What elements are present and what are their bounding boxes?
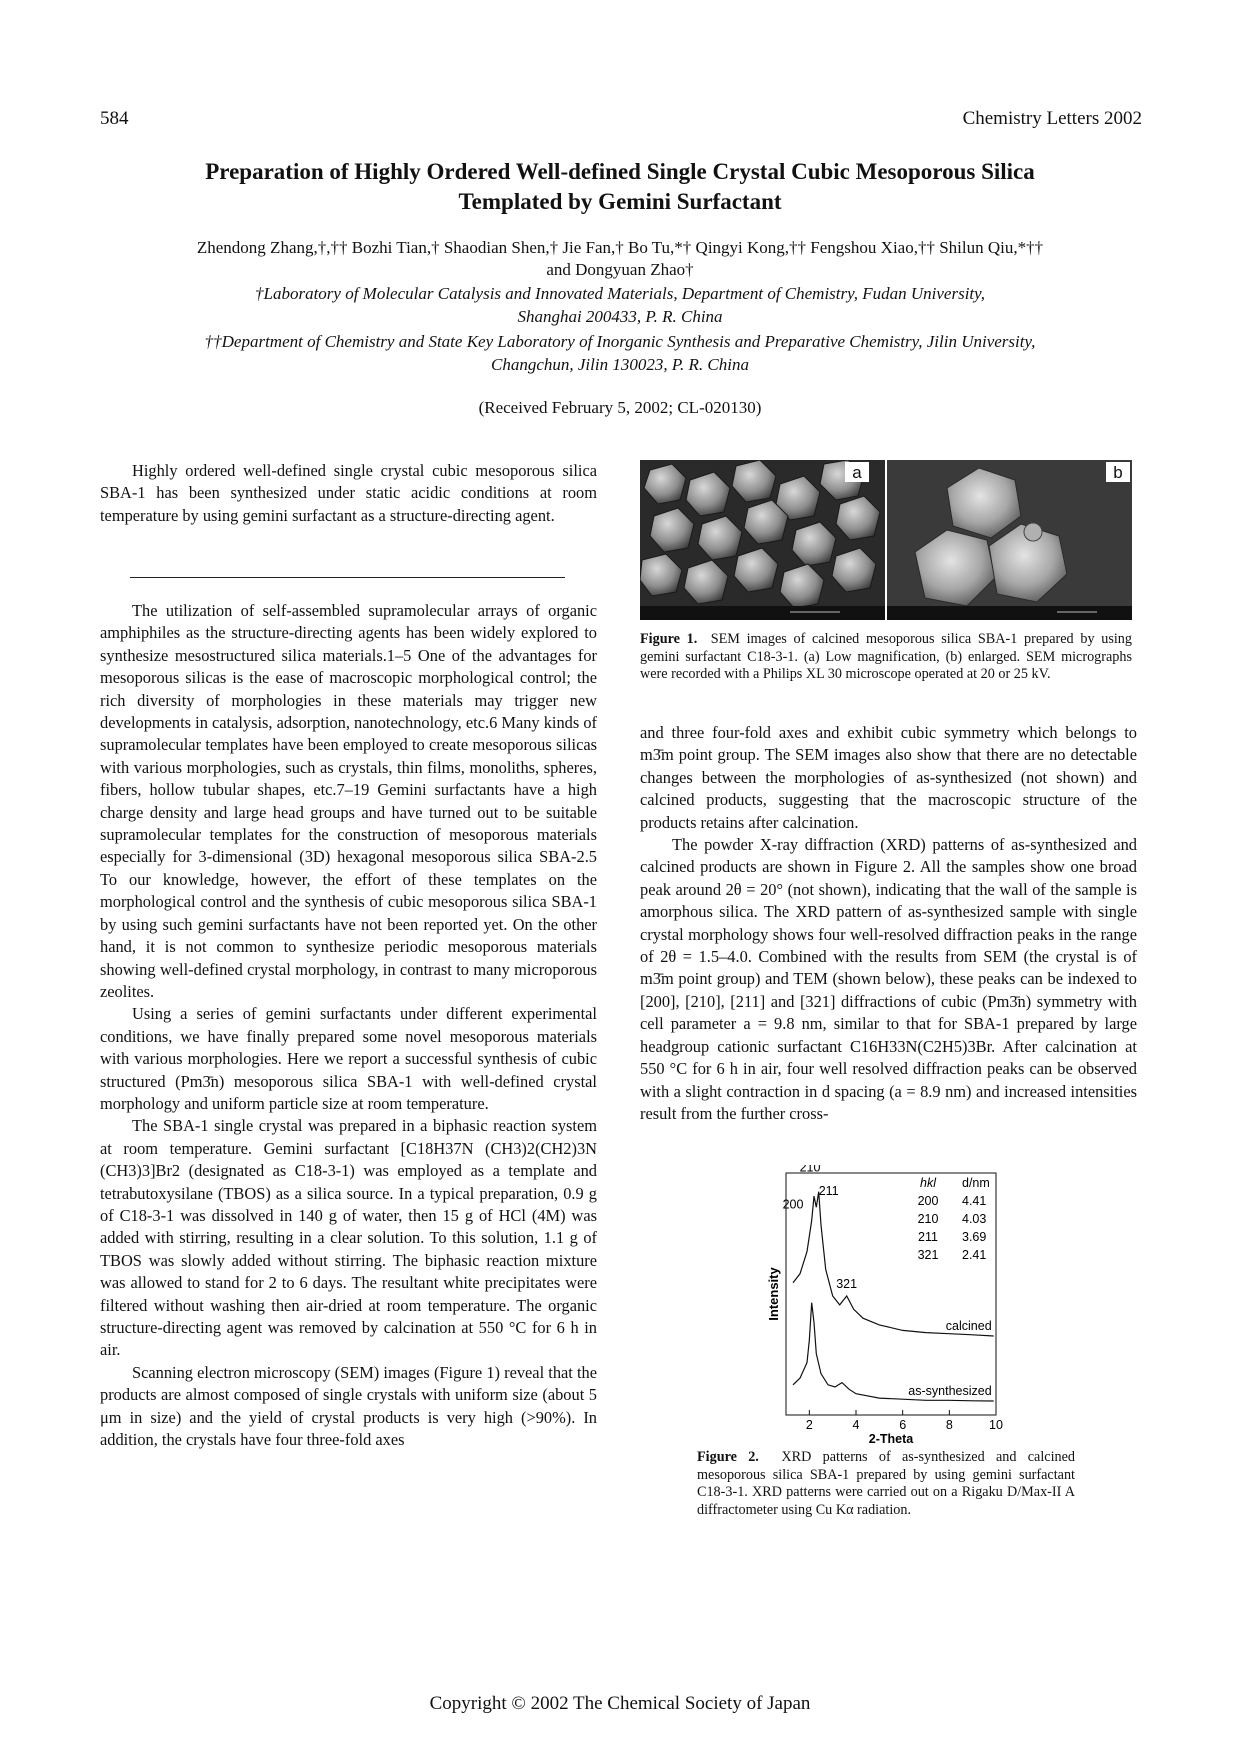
title-line-1: Preparation of Highly Ordered Well-defined Single Crystal Cubic Mesoporous Silica: [205, 159, 1035, 184]
table-cell: 321: [917, 1248, 939, 1262]
series-label: calcined: [945, 1318, 992, 1333]
y-axis-label: Intensity: [766, 1267, 781, 1321]
page-number: 584: [100, 108, 129, 129]
sem-image-b: [887, 460, 1132, 620]
label-a: a: [852, 463, 862, 482]
affiliation-1-line-2: Shanghai 200433, P. R. China: [517, 307, 723, 326]
sem-crystals-low-mag: [640, 460, 885, 620]
abstract-text: Highly ordered well-defined single crystal cubic mesoporous silica SBA-1 has been synthesized under static acidic conditions at room temperature by using gemini surfactant as a structure-directing agent.: [100, 461, 597, 525]
sem-image-a: [640, 460, 885, 620]
x-axis-label: 2-Theta: [868, 1432, 914, 1445]
affiliation-2-line-2: Changchun, Jilin 130023, P. R. China: [491, 355, 749, 374]
abstract-divider: [130, 577, 565, 578]
received-date: (Received February 5, 2002; CL-020130): [478, 398, 762, 417]
body-paragraph: The powder X-ray diffraction (XRD) patterns of as-synthesized and calcined products are shown in Figure 2. All the samples show one broad peak around 2θ = 20° (not shown), indicating that the wall of the sample is amorphous silica. The XRD pattern of as-synthesized sample with single crystal morphology shows four well-resolved diffraction peaks in the range of 2θ = 1.5–4.0. Combined with the results from SEM (the crystal is of m3̄m point group) and TEM (shown below), these peaks can be indexed to [200], [210], [211] and [321] diffractions of cubic (Pm3̄n) symmetry with cell parameter a = 9.8 nm, similar to that for SBA-1 prepared by large headgroup cationic surfactant C16H33N(C2H5)3Br. After calcination at 550 °C for 6 h in air, four well resolved diffraction peaks can be observed with a slight contraction in d spacing (a = 8.9 nm) and increased intensities result from the further cross-: [640, 835, 1137, 1123]
body-left-column: [100, 600, 597, 1451]
tick-layer: [766, 1267, 1003, 1445]
article-title: [140, 157, 1100, 217]
sem-crystals-enlarged: [887, 460, 1132, 620]
affiliation-2: [120, 330, 1120, 376]
journal-name: Chemistry Letters 2002: [962, 108, 1142, 129]
label-b: b: [1113, 463, 1123, 482]
figure-2-xrd-chart: [736, 1165, 1046, 1445]
body-right-column: [640, 722, 1137, 1125]
hkl-table: [918, 1176, 990, 1262]
table-cell: 200: [917, 1194, 939, 1208]
series-label: as-synthesized: [908, 1384, 992, 1399]
x-tick-label: 4: [852, 1418, 860, 1432]
x-tick-label: 6: [899, 1418, 907, 1432]
peak-label: 211: [818, 1183, 839, 1198]
table-cell: 4.41: [962, 1194, 987, 1208]
title-line-2: Templated by Gemini Surfactant: [458, 189, 782, 214]
copyright-notice: Copyright © 2002 The Chemical Society of Japan: [429, 1693, 811, 1714]
peak-label: 200: [782, 1197, 804, 1212]
x-tick-label: 10: [989, 1418, 1003, 1432]
plot-border: [786, 1173, 996, 1415]
figure-1-caption: [640, 631, 1132, 684]
xrd-plot: [736, 1165, 1046, 1445]
x-tick-label: 8: [945, 1418, 953, 1432]
authors-line-1: Zhendong Zhang,†,†† Bozhi Tian,† Shaodian Shen,† Jie Fan,† Bo Tu,*† Qingyi Kong,†† Fengshou Xiao,†† Shilun Qiu,*††: [196, 238, 1044, 257]
figure-1-label: Figure 1.: [640, 631, 698, 647]
figure-1-sem-images: [640, 460, 1132, 620]
affiliation-1-line-1: †Laboratory of Molecular Catalysis and Innovated Materials, Department of Chemistry, Fudan University,: [255, 284, 985, 303]
table-header: d/nm: [962, 1176, 990, 1190]
table-cell: 3.69: [962, 1230, 987, 1244]
peak-label: 210: [799, 1165, 821, 1175]
author-list: [120, 237, 1120, 281]
body-paragraph: The utilization of self-assembled supramolecular arrays of organic amphiphiles as the structure-directing agents has been widely explored to synthesize mesostructured silica materials.1–5 One of the advantages for mesoporous silicas is the ease of macroscopic morphological control; the rich diversity of morphologies in these materials may trigger new developments in catalysis, adsorption, nanotechnology, etc.6 Many kinds of supramolecular templates have been employed to create mesoporous silicas with various morphologies, such as crystals, thin films, monoliths, spheres, fibers, hollow tubular shapes, etc.7–19 Gemini surfactants have a high charge density and large head groups and have turned out to be suitable supramolecular templates for the construction of mesoporous materials especially for 3-dimensional (3D) hexagonal mesoporous silica SBA-2.5 To our knowledge, however, the effort of these templates on the morphological control and the synthesis of cubic mesoporous silica SBA-1 by using such gemini surfactants have not been reported yet. On the other hand, it is not common to synthesize periodic mesoporous materials showing well-defined crystal morphology, in contrast to many microporous zeolites.: [100, 601, 597, 1001]
x-tick-label: 2: [805, 1418, 813, 1432]
plot-frame: [786, 1173, 996, 1415]
peak-label: 321: [836, 1277, 858, 1291]
abstract: [100, 460, 597, 527]
body-paragraph: and three four-fold axes and exhibit cubic symmetry which belongs to m3̄m point group. The SEM images also show that there are no detectable changes between the morphologies of as-synthesized (not shown) and calcined products, suggesting that the macroscopic structure of the products retains after calcination.: [640, 723, 1137, 832]
figure-2-label: Figure 2.: [697, 1449, 759, 1465]
table-cell: 2.41: [962, 1248, 987, 1262]
body-paragraph: Using a series of gemini surfactants under different experimental conditions, we have finally prepared some novel mesoporous materials with various morphologies. Here we report a successful synthesis of cubic structured (Pm3̄n) mesoporous silica SBA-1 with well-defined crystal morphology and uniform particle size at room temperature.: [100, 1004, 597, 1113]
body-paragraph: The SBA-1 single crystal was prepared in a biphasic reaction system at room temperature. Gemini surfactant [C18H37N (CH3)2(CH2)3N (CH3)3]Br2 (designated as C18-3-1) was employed as a template and tetrabutoxysilane (TBOS) as a silica source. In a typical preparation, 0.9 g of C18-3-1 was dissolved in 140 g of water, then 15 g of HCl (4M) was added with stirring, resulting in a clear solution. To this solution, 1.1 g of TBOS was slowly added without stirring. The biphasic reaction mixture was allowed to stand for 2 to 6 days. The resultant white precipitates were filtered without washing then air-dried at room temperature. The organic structure-directing agent was removed by calcination at 550 °C for 6 h in air.: [100, 1116, 597, 1360]
figure-2-caption: [697, 1449, 1075, 1519]
authors-line-2: and Dongyuan Zhao†: [546, 260, 694, 279]
table-cell: 211: [918, 1230, 938, 1244]
figure-2-caption-text: XRD patterns of as-synthesized and calcined mesoporous silica SBA-1 prepared by using gemini surfactant C18-3-1. XRD patterns were carried out on a Rigaku D/Max-II A diffractometer using Cu Kα radiation.: [697, 1449, 1075, 1518]
body-paragraph: Scanning electron microscopy (SEM) images (Figure 1) reveal that the products are almost composed of single crystals with uniform size (about 5 μm in size) and the yield of crystal products is very high (>90%). In addition, the crystals have four three-fold axes: [100, 1362, 597, 1450]
label-layer: [783, 1165, 858, 1291]
figure-1-caption-text: SEM images of calcined mesoporous silica SBA-1 prepared by using gemini surfactant C18-3-1. (a) Low magnification, (b) enlarged. SEM micrographs were recorded with a Philips XL 30 microscope operated at 20 or 25 kV.: [640, 631, 1132, 682]
affiliation-2-line-1: ††Department of Chemistry and State Key Laboratory of Inorganic Synthesis and Preparative Chemistry, Jilin University,: [204, 332, 1036, 351]
table-cell: 4.03: [962, 1212, 987, 1226]
affiliation-1: [120, 282, 1120, 328]
table-header: hkl: [920, 1176, 936, 1190]
table-cell: 210: [917, 1212, 939, 1226]
